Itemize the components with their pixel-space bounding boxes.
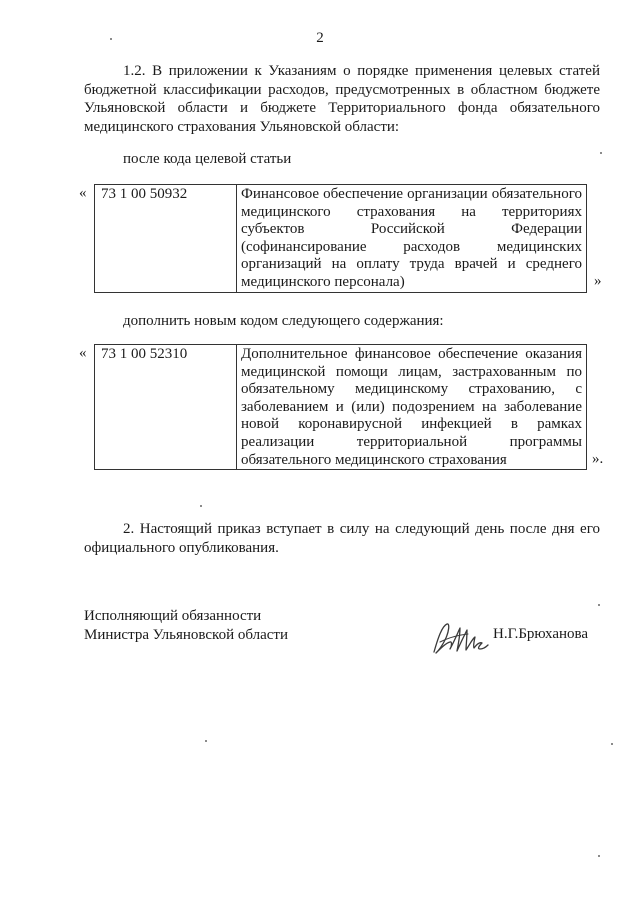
scan-speck xyxy=(600,152,602,154)
add-new-code-label: дополнить новым кодом следующего содержания: xyxy=(123,313,444,329)
new-target-article-description: Дополнительное финансовое обеспечение оказания медицинской помощи лицам, застрахованным по обязательному медицинскому страхованию, с заболеванием и (или) подозрением на заболевание новой коронавирусной инфекцией в рамках реализации территориальной программы обязательного медицинского страхования xyxy=(237,345,587,470)
signatory-name: Н.Г.Брюханова xyxy=(493,626,589,642)
section-1-2-paragraph: 1.2. В приложении к Указаниям о порядке применения целевых статей бюджетной классификации расходов, предусмотренных в областном бюджете Ульяновской области и бюджете Территориального фонда обязательного медицинского страхования Ульяновской области: xyxy=(84,63,600,135)
target-article-code: 73 1 00 50932 xyxy=(95,185,237,293)
signatory-position-line-1: Исполняющий обязанности xyxy=(84,608,262,624)
new-code-table xyxy=(94,344,587,470)
open-quote-2: « xyxy=(79,345,87,361)
close-quote-1: » xyxy=(594,273,602,289)
scan-speck xyxy=(110,38,112,40)
new-target-article-code: 73 1 00 52310 xyxy=(95,345,237,470)
table-row xyxy=(95,345,587,470)
scan-speck xyxy=(200,505,202,507)
signatory-position-line-2: Министра Ульяновской области xyxy=(84,627,289,643)
scan-speck xyxy=(205,740,207,742)
signatory-position xyxy=(84,607,288,645)
existing-code-table xyxy=(94,184,587,293)
scan-speck xyxy=(598,604,600,606)
open-quote-1: « xyxy=(79,185,87,201)
handwritten-signature xyxy=(430,618,492,660)
scan-speck xyxy=(611,743,613,745)
page-number: 2 xyxy=(316,30,324,46)
table-row xyxy=(95,185,587,293)
target-article-description: Финансовое обеспечение организации обязательного медицинского страхования на территориях субъектов Российской Федерации (софинансирование расходов медицинских организаций на оплату труда врачей и среднего медицинского персонала) xyxy=(237,185,587,293)
close-quote-2: ». xyxy=(592,451,604,467)
section-2-paragraph: 2. Настоящий приказ вступает в силу на следующий день после дня его официального опубликования. xyxy=(84,521,600,556)
after-code-label: после кода целевой статьи xyxy=(123,151,292,167)
scan-speck xyxy=(598,855,600,857)
